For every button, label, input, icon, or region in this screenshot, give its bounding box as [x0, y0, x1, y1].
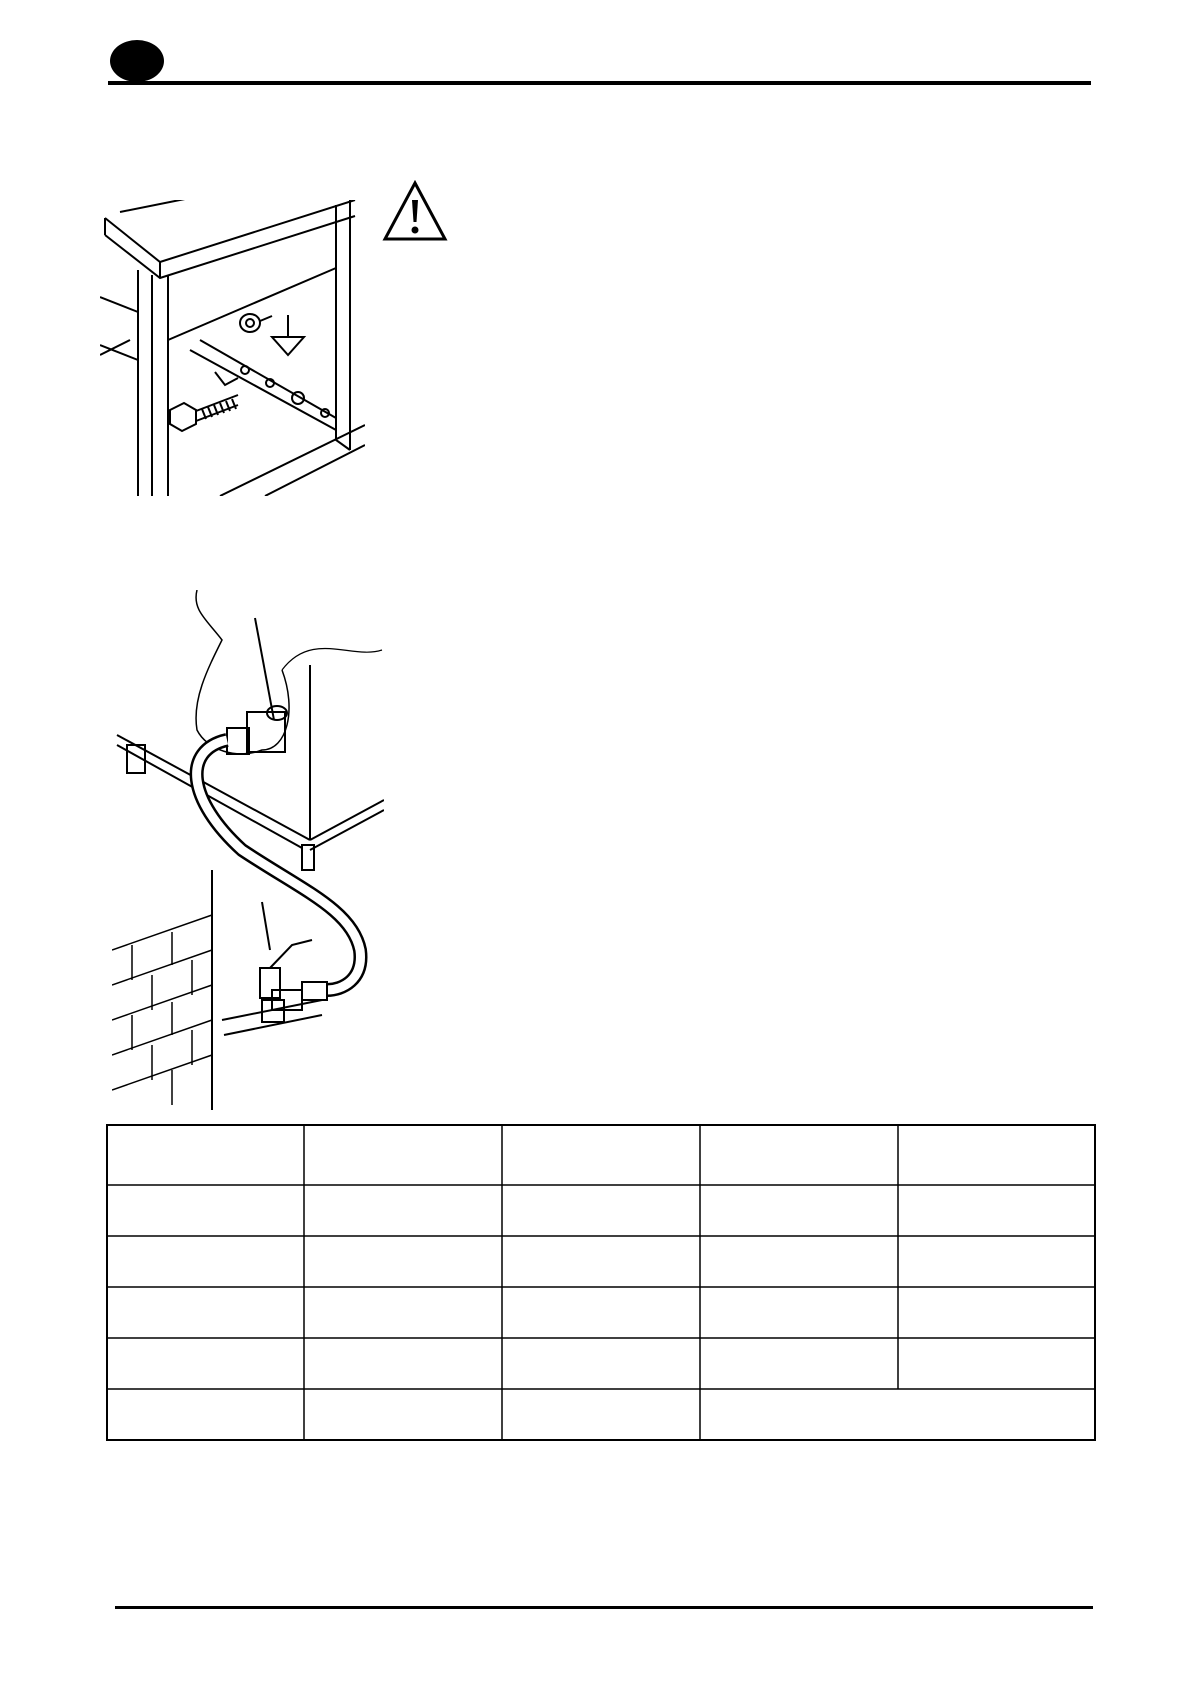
earthing-bolt-illustration: [100, 200, 365, 496]
footer-rule: [115, 1606, 1093, 1609]
page-marker-circle: [110, 40, 164, 82]
gas-connection-illustration: [112, 590, 384, 1110]
warning-triangle-icon: [382, 180, 448, 242]
specification-table: [106, 1124, 1096, 1441]
header-rule: [108, 81, 1091, 85]
